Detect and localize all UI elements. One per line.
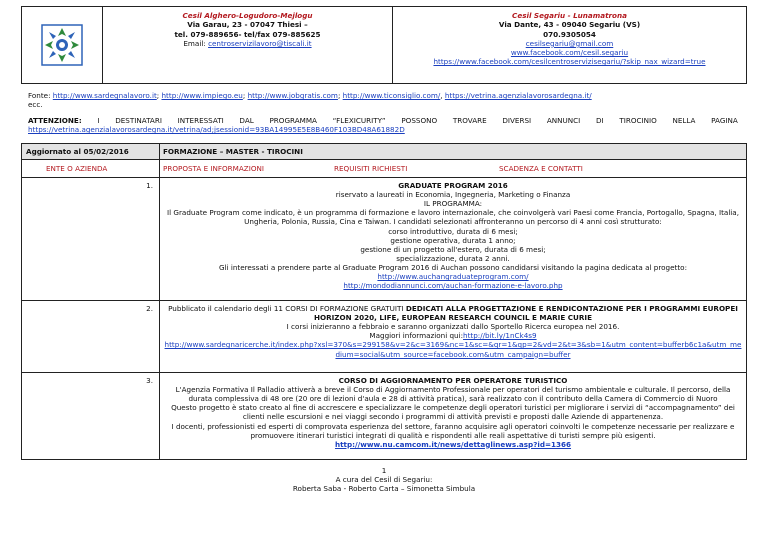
header-right-office <box>393 7 746 83</box>
table-row <box>22 301 746 373</box>
source-link[interactable]: http://www.jobgratis.com <box>247 91 338 100</box>
footer <box>0 467 768 493</box>
office-facebook-link[interactable]: https://www.facebook.com/cesilcentroservizisegariu/?skip_nax_wizard=true <box>433 57 706 67</box>
cesil-logo-icon <box>41 24 83 66</box>
header-table <box>21 6 747 84</box>
table-header-row <box>22 144 746 160</box>
attention-note <box>28 116 738 134</box>
source-link[interactable]: https://vetrina.agenzialavorosardegna.it/ <box>444 91 592 100</box>
office-phone: 070.9305054 <box>543 29 596 39</box>
table-row <box>22 178 746 301</box>
row-number: 3. <box>22 373 160 459</box>
offer-link[interactable]: http://mondodiannunci.com/auchan-formazione-e-lavoro.php <box>343 281 563 291</box>
row-content: GRADUATE PROGRAM 2016 riservato a laureati in Economia, Ingegneria, Marketing o Finanza IL PROGRAMMA: Il Graduate Program come indicato, è un programma di formazione e lavoro internazionale, che coinvolgerà vari Paesi come Francia, Portogallo, Spagna, Italia, Ungheria, Polonia, Russia, Cina e Taiwan. I candidati selezionati affronteranno un percorso di 4 anni così strutturato: corso introduttivo, durata di 6 mesi; gestione operativa, durata 1 anno; gestione di un progetto all'estero, durata di 6 mesi; specializzazione, durata 2 anni. Gli interessati a prendere parte al Graduate Program 2016 di Auchan possono candidarsi visitando la pagina dedicata al progetto: http://www.auchangraduateprogram.com/ http://mondodiannunci.com/auchan-formazione-e-lavoro.php <box>160 178 746 300</box>
source-link[interactable]: http://www.ticonsiglio.com/ <box>342 91 441 100</box>
source-link[interactable]: http://www.impiego.eu <box>161 91 243 100</box>
offer-link[interactable]: http://www.auchangraduateprogram.com/ <box>377 272 529 282</box>
column-header: ENTE O AZIENDA <box>22 160 160 177</box>
offers-table <box>21 143 747 460</box>
sources-line: Fonte: http://www.sardegnalavoro.it; http://www.impiego.eu; http://www.jobgratis.com; http://www.ticonsiglio.com/, https://vetrina.agenzialavorosardegna.it/ ecc. <box>28 91 738 109</box>
section-title: FORMAZIONE – MASTER - TIROCINI <box>160 144 746 159</box>
sources-etc: ecc. <box>28 100 43 109</box>
row-number: 2. <box>22 301 160 372</box>
table-row <box>22 373 746 459</box>
source-link[interactable]: http://www.sardegnalavoro.it <box>52 91 157 100</box>
footer-credit: A cura del Cesil di Segariu: <box>335 474 433 484</box>
attention-label: ATTENZIONE: <box>28 116 82 125</box>
offer-title: GRADUATE PROGRAM 2016 <box>398 181 508 191</box>
office-phone: tel. 079-889656- tel/fax 079-885625 <box>174 29 321 39</box>
column-header: SCADENZA E CONTATTI <box>499 164 583 174</box>
offer-link[interactable]: http://bit.ly/1nCk4s9 <box>463 331 537 341</box>
office-address: Via Garau, 23 - 07047 Thiesi – <box>187 20 308 30</box>
column-header: PROPOSTA E INFORMAZIONI <box>163 164 264 174</box>
row-content: CORSO DI AGGIORNAMENTO PER OPERATORE TURISTICO L'Agenzia Formativa Il Palladio attiverà a breve il Corso di Aggiornamento Professionale per operatori del turismo ambientale e culturale. Il percorso, della durata complessiva di 48 ore (20 ore di lezioni d'aula e 28 di attività pratica), sarà realizzato con il contributo della Camera di Commercio di Nuoro Questo progetto è stato creato al fine di accrescere e specializzare le competenze degli operatori turistici per migliorare i servizi di “accompagnamento” dei clienti nelle escursioni e nei viaggi secondo i programmi di attività previsti e proposti dalle Aziende di appartenenza. I docenti, professionisti ed esperti di comprovata esperienza del settore, faranno acquisire agli operatori coinvolti le competenze necessarie per realizzare e promuovere itinerari turistici integrati di qualità e rispondenti alle reali aspettative di turisti sempre più esigenti. http://www.nu.camcom.it/news/dettaglinews.asp?id=1366 <box>160 373 746 459</box>
office-site-link[interactable]: www.facebook.com/cesil.segariu <box>510 48 629 58</box>
offer-title: CORSO DI AGGIORNAMENTO PER OPERATORE TURISTICO <box>338 376 568 386</box>
office-address: Via Dante, 43 - 09040 Segariu (VS) <box>498 20 641 30</box>
office-email-link[interactable]: cesilsegariu@gmail.com <box>525 38 614 48</box>
offer-link[interactable]: http://www.sardegnaricerche.it/index.php?xsl=370&s=299158&v=2&c=3169&nc=1&sc=&qr=1&qp=2&vd=2&t=3&sb=1&utm_content=bufferb6c1a&utm_medium=social&utm_source=facebook.com&utm_campaign=buffer <box>164 340 742 359</box>
office-title: Cesil Alghero-Logudoro-Mejlogu <box>182 11 313 20</box>
cesil-logo <box>22 7 103 83</box>
offer-link[interactable]: http://www.nu.camcom.it/news/dettaglinews.asp?id=1366 <box>334 439 572 449</box>
footer-authors: Roberta Saba - Roberto Carta – Simonetta Simbula <box>292 483 476 493</box>
sources-label: Fonte: <box>28 91 51 100</box>
column-header: REQUISITI RICHIESTI <box>334 164 408 174</box>
attention-link[interactable]: https://vetrina.agenzialavorosardegna.it/vetrina/ad;jsessionid=93BA14995E5E8B460F103BD48A61882D <box>28 125 405 134</box>
header-left-office <box>103 7 393 83</box>
office-title: Cesil Segariu - Lunamatrona <box>512 11 627 20</box>
office-email-line <box>103 39 392 48</box>
page-number: 1 <box>381 466 387 475</box>
office-email-link[interactable]: centroservizilavoro@tiscali.it <box>208 38 312 48</box>
column-headers <box>22 160 746 178</box>
email-label: Email: <box>183 38 206 48</box>
attention-text: ATTENZIONE: I DESTINATARI INTERESSATI DAL PROGRAMMA “FLEXICURITY” POSSONO TROVARE DIVERSI ANNUNCI DI TIROCINIO NELLA PAGINA <box>28 116 738 125</box>
row-content: Pubblicato il calendario degli 11 CORSI DI FORMAZIONE GRATUITI DEDICATI ALLA PROGETTAZIONE E RENDICONTAZIONE PER I PROGRAMMI EUROPEI HORIZON 2020, LIFE, EUROPEAN RESEARCH COUNCIL E MARIE CURIE I corsi inizieranno a febbraio e saranno organizzati dallo Sportello Ricerca europea nel 2016. Maggiori informazioni qui:http://bit.ly/1nCk4s9 http://www.sardegnaricerche.it/index.php?xsl=370&s=299158&v=2&c=3169&nc=1&sc=&qr=1&qp=2&vd=2&t=3&sb=1&utm_content=bufferb6c1a&utm_medium=social&utm_source=facebook.com&utm_campaign=buffer <box>164 304 742 359</box>
updated-date: Aggiornato al 05/02/2016 <box>22 144 160 159</box>
row-number: 1. <box>22 178 160 300</box>
